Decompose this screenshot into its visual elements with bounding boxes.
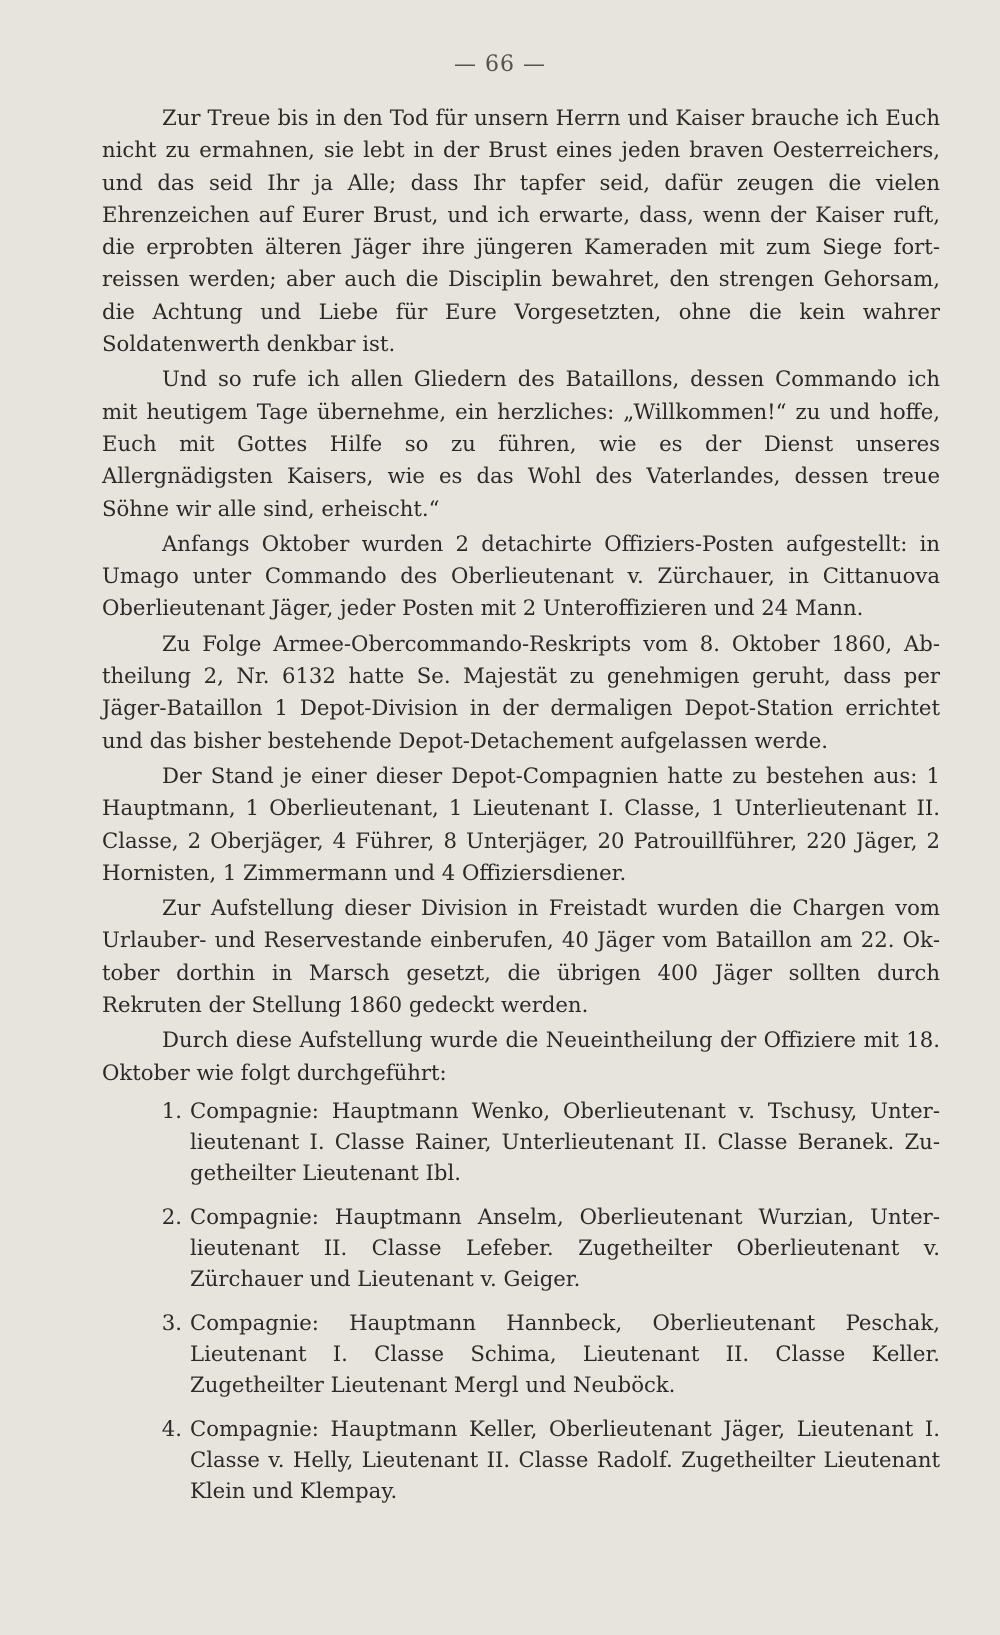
list-item-text: Compagnie: Hauptmann Anselm, Oberlieutenant Wurzian, Unterlieutenant II. Classe Lefeber. Zugetheilter Oberlieutenant v. Zürchauer und Lieutenant v. Geiger. xyxy=(190,1203,940,1291)
paragraph-5: Der Stand je einer dieser Depot-Compagnien hatte zu bestehen aus: 1 Hauptmann, 1 Oberlieutenant, 1 Lieutenant I. Classe, 1 Unterlieutenant II. Classe, 2 Oberjäger, 4 Führer, 8 Unterjäger, 20 Patrouillführer, 220 Jäger, 2 Hornisten, 1 Zimmermann und 4 Offiziersdiener. xyxy=(102,762,940,885)
list-item-number: 2. xyxy=(161,1203,182,1229)
company-list xyxy=(102,1095,940,1506)
page-number: — 66 — xyxy=(454,52,546,77)
paragraph-7: Durch diese Aufstellung wurde die Neueintheilung der Offiziere mit 18. Oktober wie folgt durchgeführt: xyxy=(102,1027,940,1085)
list-item xyxy=(102,1201,940,1294)
list-item-number: 4. xyxy=(161,1415,182,1441)
list-item xyxy=(102,1307,940,1400)
list-item xyxy=(102,1095,940,1188)
paragraph-2: Und so rufe ich allen Gliedern des Bataillons, dessen Commando ich mit heutigem Tage übernehme, ein herzliches: „Willkommen!“ zu und hoffe, Euch mit Gottes Hilfe so zu führen, wie es der Dienst unseres Allergnädigsten Kaisers, wie es das Wohl des Vaterlandes, dessen treue Söhne wir alle sind, erheischt.“ xyxy=(102,366,940,521)
list-item-text: Compagnie: Hauptmann Hannbeck, Oberlieutenant Peschak, Lieutenant I. Classe Schima, Lieutenant II. Classe Keller. Zugetheilter Lieutenant Mergl und Neuböck. xyxy=(190,1309,940,1397)
body-text xyxy=(102,102,940,1519)
paragraph-1: Zur Treue bis in den Tod für unsern Herrn und Kaiser brauche ich Euch nicht zu ermahnen, sie lebt in der Brust eines jeden braven Oesterreichers, und das seid Ihr ja Alle; dass Ihr tapfer seid, dafür zeugen die vielen Ehrenzeichen auf Eurer Brust, und ich erwarte, dass, wenn der Kaiser ruft, die erprobten älteren Jäger ihre jüngeren Kameraden mit zum Siege fortreissen werden; aber auch die Disciplin bewahret, den strengen Gehorsam, die Achtung und Liebe für Eure Vorgesetzten, ohne die kein wahrer Soldatenwerth denkbar ist. xyxy=(102,105,940,357)
list-item-text: Compagnie: Hauptmann Keller, Oberlieutenant Jäger, Lieutenant I. Classe v. Helly, Lieutenant II. Classe Radolf. Zugetheilter Lieutenant Klein und Klempay. xyxy=(190,1415,940,1503)
list-item-number: 1. xyxy=(161,1097,182,1123)
list-item xyxy=(102,1413,940,1506)
paragraph-4: Zu Folge Armee-Obercommando-Reskripts vom 8. Oktober 1860, Abtheilung 2, Nr. 6132 hatte Se. Majestät zu genehmigen geruht, dass per Jäger-Bataillon 1 Depot-Division in der dermaligen Depot-Station errichtet und das bisher bestehende Depot-Detachement aufgelassen werde. xyxy=(102,630,940,753)
list-item-text: Compagnie: Hauptmann Wenko, Oberlieutenant v. Tschusy, Unterlieutenant I. Classe Rainer, Unterlieutenant II. Classe Beranek. Zugetheilter Lieutenant Ibl. xyxy=(190,1097,940,1185)
list-item-number: 3. xyxy=(161,1309,182,1335)
paragraph-3: Anfangs Oktober wurden 2 detachirte Offiziers-Posten aufgestellt: in Umago unter Commando des Oberlieutenant v. Zürchauer, in Cittanuova Oberlieutenant Jäger, jeder Posten mit 2 Unteroffizieren und 24 Mann. xyxy=(102,530,940,621)
paragraph-6: Zur Aufstellung dieser Division in Freistadt wurden die Chargen vom Urlauber- und Reservestande einberufen, 40 Jäger vom Bataillon am 22. Oktober dorthin in Marsch gesetzt, die übrigen 400 Jäger sollten durch Rekruten der Stellung 1860 gedeckt werden. xyxy=(102,895,940,1018)
